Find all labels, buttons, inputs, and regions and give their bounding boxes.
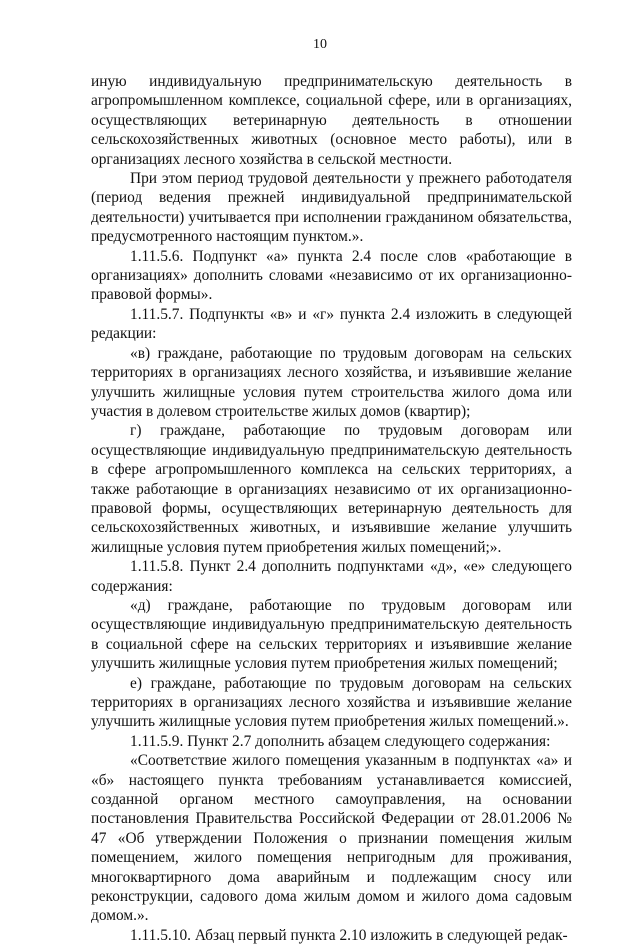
document-body [91,72,572,945]
paragraph-4: 1.11.5.7. Подпункты «в» и «г» пункта 2.4 изложить в следующей редакции: [91,305,572,343]
paragraph-6: г) граждане, работающие по трудовым договорам или осуществляющие индивидуальную предпринимательскую деятельность в сфере агропромышленного комплекса на сельских территориях, а также работающие в организациях независимо от их организационно-правовой формы, осуществляющих ветеринарную деятельность для сельскохозяйственных животных, и изъявившие желание улучшить жилищные условия путем приобретения жилых помещений;». [91,422,572,556]
paragraph-11: «Соответствие жилого помещения указанным в подпунктах «а» и «б» настоящего пункта требованиям устанавливается комиссией, созданной органом местного самоуправления, на основании постановления Правительства Российской Федерации от 28.01.2006 № 47 «Об утверждении Положения о признании помещения жилым помещением, жилого помещения непригодным для проживания, многоквартирного дома аварийным и подлежащим сносу или реконструкции, садового дома жилым домом и жилого дома садовым домом.». [91,752,572,925]
paragraph-1: иную индивидуальную предпринимательскую деятельность в агропромышленном комплексе, социальной сфере, или в организациях, осуществляющих ветеринарную деятельность в отношении сельскохозяйственных животных (основное место работы), или в организациях лесного хозяйства в сельской местности. [91,73,572,168]
paragraph-10: 1.11.5.9. Пункт 2.7 дополнить абзацем следующего содержания: [130,732,551,750]
paragraph-5: «в) граждане, работающие по трудовым договорам на сельских территориях в организациях лесного хозяйства, и изъявившие желание улучшить жилищные условия путем строительства жилого дома или участия в долевом строительстве жилых домов (квартир); [91,344,572,420]
paragraph-8: «д) граждане, работающие по трудовым договорам или осуществляющие индивидуальную предпринимательскую деятельность в социальной сфере на сельских территориях и изъявившие желание улучшить жилищные условия путем приобретения жилых помещений; [91,596,572,673]
page-number: 10 [313,37,327,52]
paragraph-3: 1.11.5.6. Подпункт «а» пункта 2.4 после слов «работающие в организациях» дополнить словами «независимо от их организационно-правовой формы». [91,247,572,304]
paragraph-7: 1.11.5.8. Пункт 2.4 дополнить подпунктами «д», «е» следующего содержания: [91,558,572,595]
paragraph-9: е) граждане, работающие по трудовым договорам на сельских территориях в организациях лесного хозяйства и изъявившие желание улучшить жилищные условия путем приобретения жилых помещений.». [91,674,572,731]
paragraph-2: При этом период трудовой деятельности у прежнего работодателя (период ведения прежней индивидуальной предпринимательской деятельности) учитывается при исполнении гражданином обязательства, предусмотренного настоящим пунктом.». [91,170,572,246]
paragraph-12: 1.11.5.10. Абзац первый пункта 2.10 изложить в следующей редак- [130,926,568,944]
